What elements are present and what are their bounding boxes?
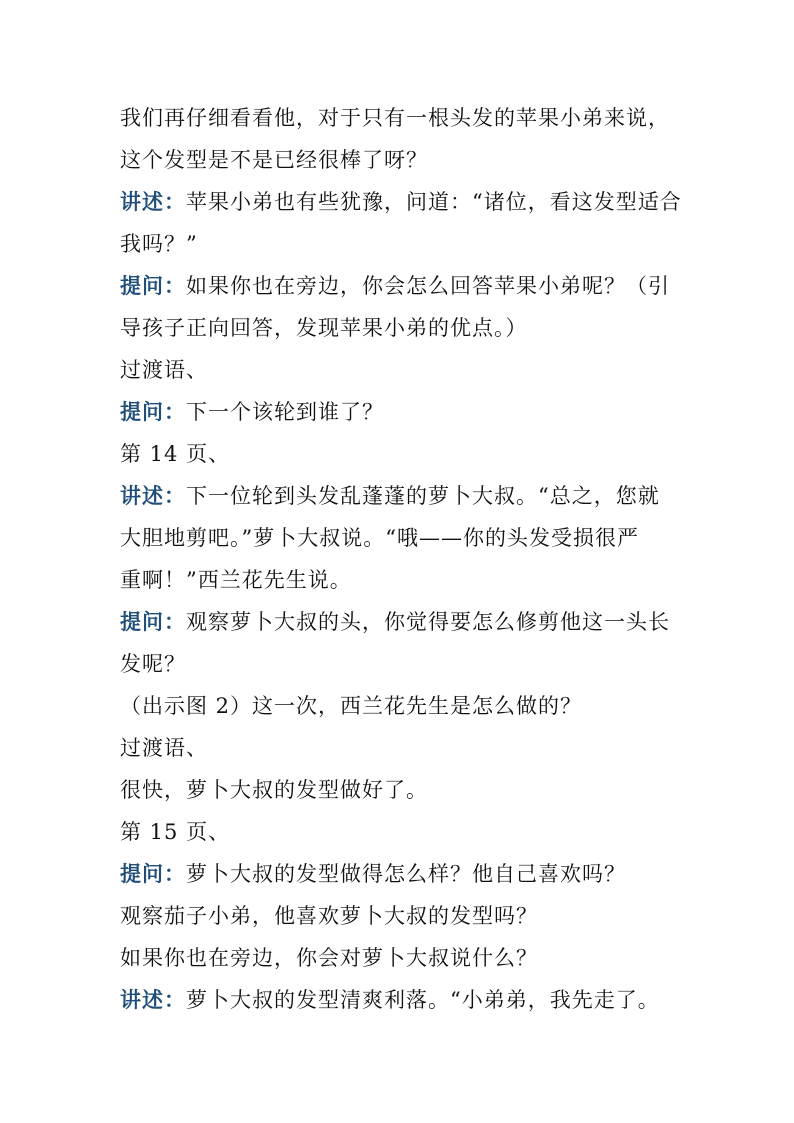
line-text: 重啊！”西兰花先生说。 xyxy=(120,568,352,592)
line-label: 讲述： xyxy=(120,987,186,1012)
body-line xyxy=(120,97,694,139)
body-line xyxy=(120,727,694,769)
line-label: 讲述： xyxy=(120,189,186,214)
body-line xyxy=(120,979,694,1021)
body-line xyxy=(120,475,694,517)
body-line xyxy=(120,517,694,559)
line-text: 下一个该轮到谁了？ xyxy=(186,400,384,424)
line-text: 很快，萝卜大叔的发型做好了。 xyxy=(120,778,428,802)
body-line xyxy=(120,643,694,685)
line-label: 提问： xyxy=(120,399,186,424)
line-label: 提问： xyxy=(120,861,186,886)
line-text: 观察萝卜大叔的头，你觉得要怎么修剪他这一头长 xyxy=(186,610,670,634)
body-line xyxy=(120,265,694,307)
body-line xyxy=(120,853,694,895)
line-label: 提问： xyxy=(120,609,186,634)
line-text: 过渡语、 xyxy=(120,736,208,760)
line-text: 发呢？ xyxy=(120,652,186,676)
line-text: 下一位轮到头发乱蓬蓬的萝卜大叔。“总之，您就 xyxy=(186,484,660,508)
body-line xyxy=(120,391,694,433)
line-text: 萝卜大叔的发型做得怎么样？他自己喜欢吗？ xyxy=(186,862,626,886)
line-text: 第 14 页、 xyxy=(120,442,231,466)
line-label: 讲述： xyxy=(120,483,186,508)
line-text: 这个发型是不是已经很棒了呀？ xyxy=(120,148,428,172)
line-text: 观察茄子小弟，他喜欢萝卜大叔的发型吗？ xyxy=(120,904,538,928)
body-line xyxy=(120,895,694,937)
line-text: 萝卜大叔的发型清爽利落。“小弟弟，我先走了。 xyxy=(186,988,660,1012)
line-text: 第 15 页、 xyxy=(120,820,231,844)
body-line xyxy=(120,433,694,475)
body-line xyxy=(120,601,694,643)
body-line xyxy=(120,685,694,727)
line-text: 我吗？” xyxy=(120,232,198,256)
line-text: 我们再仔细看看他，对于只有一根头发的苹果小弟来说， xyxy=(120,106,670,130)
body-line xyxy=(120,223,694,265)
body-line xyxy=(120,139,694,181)
line-text: 如果你也在旁边，你会对萝卜大叔说什么？ xyxy=(120,946,538,970)
body-line xyxy=(120,307,694,349)
body-line xyxy=(120,811,694,853)
line-label: 提问： xyxy=(120,273,186,298)
body-line xyxy=(120,937,694,979)
line-text: 苹果小弟也有些犹豫，问道：“诸位，看这发型适合 xyxy=(186,190,682,214)
line-text: （出示图 2）这一次，西兰花先生是怎么做的？ xyxy=(120,694,583,718)
body-line xyxy=(120,349,694,391)
line-text: 过渡语、 xyxy=(120,358,208,382)
line-text: 导孩子正向回答，发现苹果小弟的优点。） xyxy=(120,316,528,340)
body-line xyxy=(120,559,694,601)
body-line xyxy=(120,181,694,223)
line-text: 如果你也在旁边，你会怎么回答苹果小弟呢？（引 xyxy=(186,274,670,298)
body-line xyxy=(120,769,694,811)
line-text: 大胆地剪吧。”萝卜大叔说。“哦——你的头发受损很严 xyxy=(120,526,639,550)
